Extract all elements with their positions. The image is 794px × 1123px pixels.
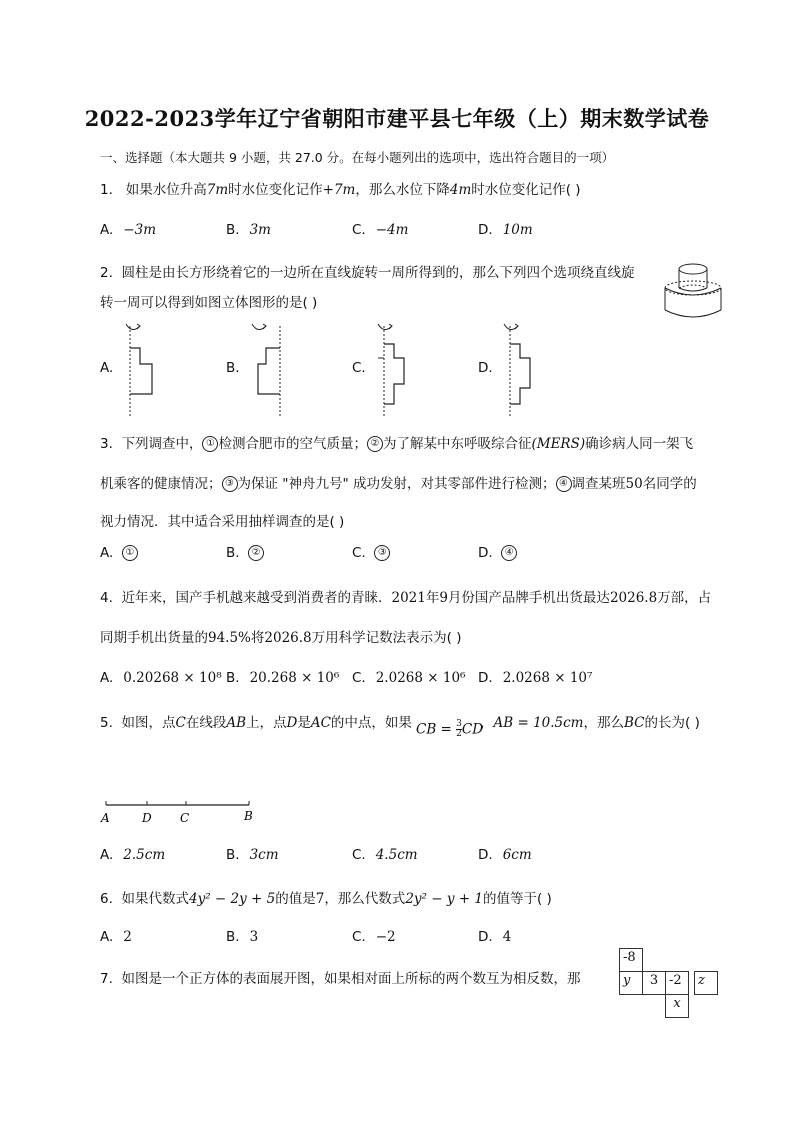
net-value: x: [673, 996, 681, 1011]
option-letter: D.: [478, 847, 493, 863]
section-heading: 一、选择题（本大题共 9 小题，共 27.0 分。在每小题列出的选项中，选出符合题目的一项）: [100, 150, 615, 165]
text: 时水位变化记作: [228, 182, 323, 198]
question-5: [100, 711, 412, 731]
q3-option-d[interactable]: [478, 545, 517, 561]
option-letter: B.: [226, 670, 240, 686]
option-letter: C.: [352, 847, 366, 863]
math: CB =: [416, 721, 457, 738]
math: 50: [625, 476, 643, 492]
q2-option-b-shape: [244, 318, 294, 418]
option-letter: B.: [226, 847, 240, 863]
net-value: 3: [649, 973, 659, 988]
q6-option-c[interactable]: [352, 929, 396, 945]
q1-option-b[interactable]: [226, 222, 271, 238]
net-cell-top: [619, 948, 643, 972]
option-letter: C.: [352, 670, 366, 686]
math: 4m: [449, 182, 472, 198]
q5-line-tail: [480, 711, 700, 731]
text: 视力情况．其中适合采用抽样调查的是( ): [100, 514, 345, 530]
q5-option-d[interactable]: [478, 847, 532, 863]
q5-option-c[interactable]: [352, 847, 418, 863]
text: ，那么水位下降: [355, 182, 450, 198]
text: 月份国产品牌手机出货最达: [447, 590, 610, 606]
q6-option-d[interactable]: [478, 929, 511, 945]
text: ，: [480, 715, 494, 731]
q2-option-d[interactable]: [478, 360, 493, 376]
q3-option-b[interactable]: [226, 545, 264, 561]
net-value: z: [698, 973, 705, 988]
option-value: 2: [123, 929, 132, 945]
question-2: [100, 261, 634, 281]
option-value: ③: [374, 545, 390, 561]
option-letter: C.: [352, 360, 366, 376]
option-letter: D.: [478, 929, 493, 945]
option-letter: C.: [352, 545, 366, 561]
q2-option-a[interactable]: [100, 360, 113, 376]
circled-number: ②: [367, 436, 383, 452]
question-number: 6.: [100, 891, 113, 907]
option-letter: C.: [352, 222, 366, 238]
question-number: 7.: [100, 971, 113, 987]
question-4-line-2: [100, 626, 461, 646]
option-letter: A.: [100, 545, 114, 561]
option-value: 3: [249, 929, 259, 945]
q2-option-c-shape: [370, 318, 420, 418]
net-cell-y: [619, 971, 643, 995]
math: +7m: [322, 182, 356, 198]
text: 下列调查中，: [121, 436, 203, 452]
option-letter: D.: [478, 222, 493, 238]
net-value: y: [623, 973, 631, 988]
option-letter: C.: [352, 929, 366, 945]
text: 时水位变化记作( ): [471, 182, 581, 198]
text: 机乘客的健康情况；: [100, 476, 222, 492]
text: 确诊病人同一架飞: [585, 436, 694, 452]
question-number: 3.: [100, 436, 113, 452]
option-value: ④: [501, 545, 517, 561]
math: 2026.8: [264, 630, 312, 646]
question-7: [100, 967, 580, 987]
text: 为保证 "神舟九号" 成功发射，对其零部件进行检测；: [237, 476, 556, 492]
text: 近年来，国产手机越来越受到消费者的青睐．: [121, 590, 392, 606]
question-number: 2.: [100, 265, 113, 281]
text: 如果水位升高: [125, 182, 207, 198]
question-number: 1.: [100, 182, 113, 198]
question-number: 5.: [100, 715, 113, 731]
option-letter: D.: [478, 360, 493, 376]
option-value: 4.5cm: [375, 847, 418, 863]
q1-option-d[interactable]: [478, 222, 533, 238]
q1-option-a[interactable]: [100, 222, 156, 238]
q6-option-b[interactable]: [226, 929, 258, 945]
option-letter: A.: [100, 929, 114, 945]
option-letter: A.: [100, 847, 114, 863]
math: 2026.8: [609, 590, 658, 606]
net-cell-z: [694, 971, 718, 995]
q4-option-d[interactable]: [478, 670, 592, 686]
math: 7: [315, 891, 325, 907]
text: ，那么代数式: [324, 891, 406, 907]
net-cell-x: [665, 994, 689, 1018]
q5-segment-figure: [98, 796, 268, 830]
text: 将: [250, 630, 265, 646]
page-title: 2022-2023学年辽宁省朝阳市建平县七年级（上）期末数学试卷: [84, 106, 710, 131]
math: C: [175, 715, 186, 731]
q2-option-a-shape: [118, 318, 168, 418]
math: BC: [624, 715, 645, 731]
q5-option-b[interactable]: [226, 847, 279, 863]
option-value: −3m: [123, 222, 156, 238]
text: 是: [297, 715, 311, 731]
math: CD: [461, 721, 484, 738]
text: 在线段: [185, 715, 227, 731]
option-letter: A.: [100, 222, 114, 238]
option-value: 3m: [249, 222, 271, 238]
math: AB = 10.5cm: [493, 715, 584, 731]
cylinder-figure: [660, 258, 724, 322]
question-number: 4.: [100, 590, 113, 606]
q3-option-a[interactable]: [100, 545, 138, 561]
circled-number: ③: [222, 476, 238, 492]
q2-option-d-shape: [496, 318, 546, 418]
option-letter: B.: [226, 929, 240, 945]
option-letter: B.: [226, 545, 240, 561]
question-6: [100, 887, 552, 907]
math: 94.5%: [208, 630, 251, 646]
text: 为了解某中东呼吸综合征: [382, 436, 532, 452]
fraction-denominator: 2: [456, 729, 462, 739]
option-value: −4m: [375, 222, 409, 238]
text: 的长为( ): [644, 715, 700, 731]
text: ，那么: [583, 715, 624, 731]
question-3-line-2: [100, 472, 697, 492]
option-letter: A.: [100, 670, 114, 686]
q1-option-c[interactable]: [352, 222, 408, 238]
text: 的值是: [275, 891, 316, 907]
question-3: [100, 432, 693, 452]
option-value: 0.20268 × 10⁸: [123, 670, 222, 686]
text: 如图，点: [121, 715, 176, 731]
math: (MERS): [531, 436, 586, 452]
q6-option-a[interactable]: [100, 929, 132, 945]
q3-option-c[interactable]: [352, 545, 390, 561]
option-letter: B.: [226, 360, 240, 376]
q2-option-b[interactable]: [226, 360, 240, 376]
math: 7m: [206, 182, 229, 198]
math: 4y² − 2y + 5: [188, 891, 276, 907]
option-value: 10m: [502, 222, 533, 238]
text: 的中点，如果: [330, 715, 412, 731]
net-cell-neg2: [665, 971, 689, 995]
q4-option-b[interactable]: [226, 670, 339, 686]
math: D: [286, 715, 298, 731]
net-cell-3: [642, 971, 666, 995]
point-label-b: B: [244, 809, 253, 823]
q5-equation: [416, 720, 483, 739]
option-letter: B.: [226, 222, 240, 238]
net-value: -8: [623, 950, 636, 965]
math: AC: [310, 715, 331, 731]
math: 9: [439, 590, 448, 606]
option-value: −2: [375, 929, 396, 945]
q5-option-a[interactable]: [100, 847, 165, 863]
option-letter: D.: [478, 670, 493, 686]
option-letter: A.: [100, 360, 114, 376]
text: 调查某班: [571, 476, 626, 492]
option-value: 2.0268 × 10⁷: [502, 670, 593, 686]
net-value: -2: [669, 973, 682, 988]
point-label-c: C: [180, 811, 190, 825]
text: 名同学的: [642, 476, 697, 492]
text: 圆柱是由长方形绕着它的一边所在直线旋转一周所得到的，那么下列四个选项绕直线旋: [121, 265, 635, 281]
point-label-d: D: [142, 811, 152, 825]
option-value: ②: [248, 545, 264, 561]
text: 上，点: [246, 715, 287, 731]
math: 2y² − y + 1: [405, 891, 483, 907]
question-3-line-3: [100, 510, 344, 530]
option-value: 4: [502, 929, 512, 945]
question-1: [100, 178, 581, 198]
q4-option-a[interactable]: [100, 670, 222, 686]
option-value: 6cm: [502, 847, 532, 863]
text: 如果代数式: [121, 891, 189, 907]
question-2-line-2: [100, 291, 317, 311]
math: 2021: [391, 590, 426, 606]
option-value: 20.268 × 10⁶: [249, 670, 340, 686]
option-letter: D.: [478, 545, 493, 561]
text: 检测合肥市的空气质量；: [218, 436, 367, 452]
option-value: ①: [122, 545, 138, 561]
option-value: 2.5cm: [123, 847, 166, 863]
text: 转一周可以得到如图立体图形的是( ): [100, 295, 318, 311]
option-value: 3cm: [249, 847, 279, 863]
option-value: 2.0268 × 10⁶: [375, 670, 466, 686]
q4-option-c[interactable]: [352, 670, 465, 686]
circled-number: ④: [556, 476, 572, 492]
text: 年: [425, 590, 440, 606]
point-label-a: A: [101, 811, 110, 825]
fraction-numerator: 3: [456, 719, 462, 729]
q2-option-c[interactable]: [352, 360, 366, 376]
circled-number: ①: [202, 436, 218, 452]
text: 同期手机出货量的: [100, 630, 208, 646]
text: 万部，占: [657, 590, 712, 606]
math: AB: [226, 715, 246, 731]
text: 如图是一个正方体的表面展开图，如果相对面上所标的两个数互为相反数，那: [121, 971, 581, 987]
question-4: [100, 586, 711, 606]
text: 的值等于( ): [482, 891, 552, 907]
text: 万用科学记数法表示为( ): [311, 630, 462, 646]
